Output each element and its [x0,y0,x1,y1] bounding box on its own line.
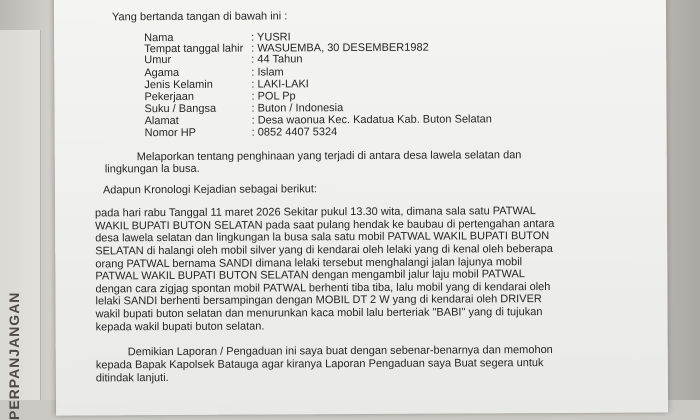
chronology-line: PATWAL WAKIL BUPATI BUTON SELATAN dengan mengambil jalur laju mobil PATWAL [95,268,525,283]
chronology-line: dengan cara zigjag spontan mobil PATWAL berhenti tiba tiba, lalu mobil yang di kendarai oleh [95,281,551,296]
chronology-line: desa lawela selatan dan lingkungan la busa sala satu mobil PATWAL WAKIL BUPATI BUTON [95,230,550,245]
value-alamat: : Desa waonua Kec. Kadatua Kab. Buton Selatan [251,113,492,127]
label-alamat: Alamat [144,114,179,128]
chronology-line: pada hari rabu Tanggal 11 maret 2026 Sekitar pukul 13.30 wita, dimana sala satu PATWAL [95,205,536,220]
value-suku-bangsa: : Buton / Indonesia [251,102,344,115]
label-jenis-kelamin: Jenis Kelamin [144,78,213,92]
value-pekerjaan: : POL Pp [251,90,296,103]
label-suku-bangsa: Suku / Bangsa [144,102,217,116]
value-jenis-kelamin: : LAKI-LAKI [251,78,309,91]
closing-line: kepada Bapak Kapolsek Batauga agar kiranya Laporan Pengaduan saya Buat segera untuk [95,357,544,372]
intro-line: Yang bertanda tangan di bawah ini : [111,10,288,24]
report-statement-line: Melaporkan tentang penghinaan yang terjadi di antara desa lawela selatan dan [136,149,522,164]
value-agama: : Islam [251,66,284,79]
report-document [54,0,668,416]
label-nama: Nama [144,31,174,45]
value-umur: : 44 Tahun [251,53,303,66]
folder-label: PERPANJANGAN [6,291,22,420]
background-folder [0,30,41,420]
label-nomor-hp: Nomor HP [144,126,197,140]
chronology-heading: Adapun Kronologi Kejadian sebagai berikut: [102,183,318,197]
label-tempat-tanggal-lahir: Tempat tanggal lahir [144,42,244,56]
value-nomor-hp: : 0852 4407 5324 [251,126,338,139]
chronology-line: lelaki SANDI berhenti bersampingan dengan MOBIL DT 2 W yang di kendarai oleh DRIVER [95,293,542,308]
label-agama: Agama [144,66,180,80]
report-statement-line: lingkungan la busa. [104,162,200,176]
closing-line: Demikian Laporan / Pengaduan ini saya buat dengan sebenar-benarnya dan memohon [127,343,553,359]
closing-line: ditindak lanjuti. [95,372,169,385]
value-nama: : YUSRI [251,31,291,44]
label-pekerjaan: Pekerjaan [144,90,195,104]
label-umur: Umur [144,53,172,67]
chronology-line: WAKIL BUPATI BUTON SELATAN pada saat pulang hendak ke baubau di pertengahan antara [95,217,555,233]
chronology-line: orang PATWAL bernama SANDI dimana lelaki tersebut menghalangi jalan lajunya mobil [95,256,523,271]
chronology-line: wakil bupati buton selatan dan menurunkan kaca mobil lalu berteriak "BABI" yang di tujukan [95,306,543,321]
chronology-line: SELATAN di halangi oleh mobil silver yang di kendarai oleh lelaki yang di kenal oleh beberapa [95,242,553,258]
chronology-line: kepada wakil bupati buton selatan. [95,320,265,334]
value-tempat-tanggal-lahir: : WASUEMBA, 30 DESEMBER1982 [251,41,429,55]
